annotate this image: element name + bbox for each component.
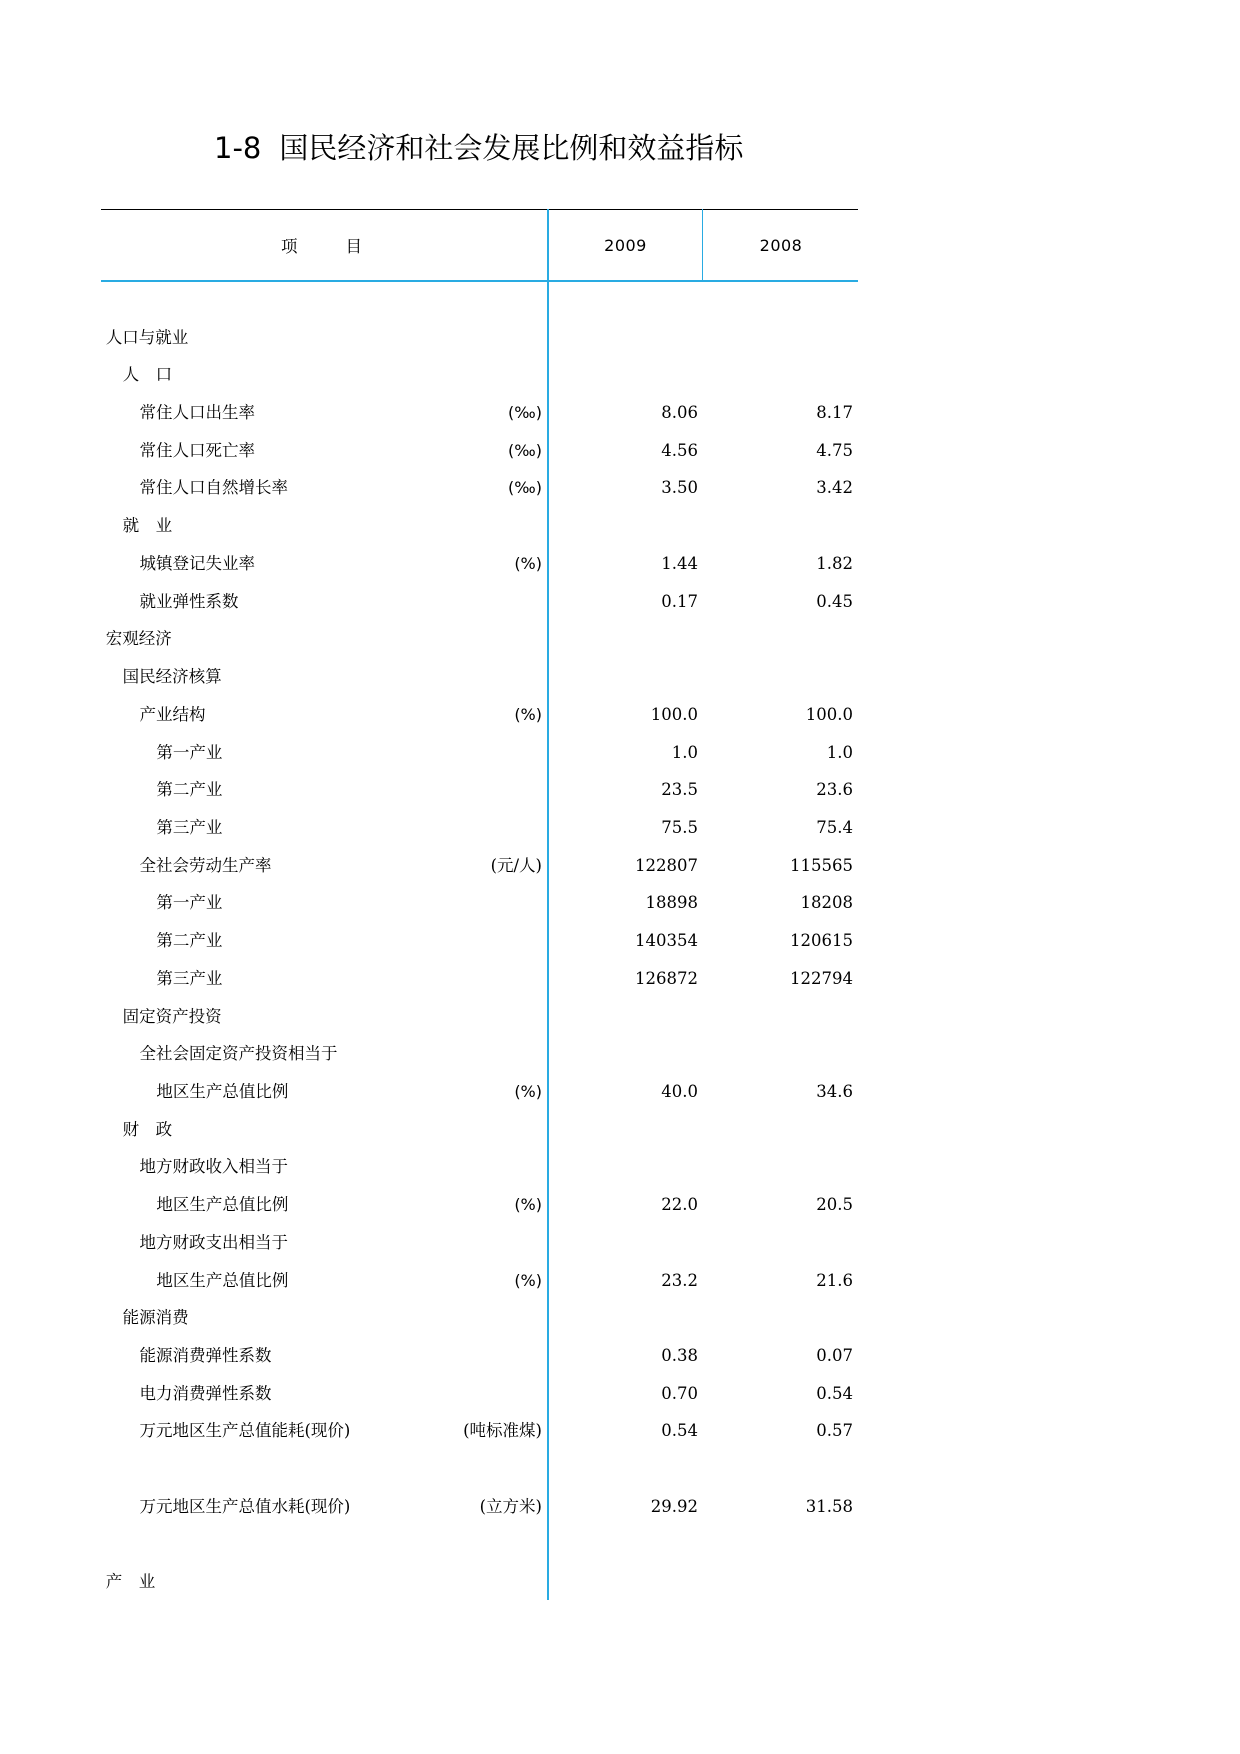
row-label: 万元地区生产总值能耗(现价) xyxy=(139,1421,351,1441)
subsection-heading xyxy=(0,658,1240,696)
value-2008: 4.75 xyxy=(816,440,853,460)
row-label: 地区生产总值比例 xyxy=(156,1081,289,1101)
value-2009: 140354 xyxy=(635,931,698,951)
table-row xyxy=(0,432,1240,470)
table-row xyxy=(0,1073,1240,1111)
table-row xyxy=(0,847,1240,885)
row-label: 城镇登记失业率 xyxy=(139,553,255,573)
row-unit: (吨标准煤) xyxy=(463,1421,542,1441)
section-heading xyxy=(0,1563,1240,1601)
value-2008: 3.42 xyxy=(816,478,853,498)
row-label: 就 业 xyxy=(122,516,173,536)
table-row xyxy=(0,922,1240,960)
row-label: 地区生产总值比例 xyxy=(156,1270,289,1290)
subsection-heading xyxy=(0,356,1240,394)
subsection-heading xyxy=(0,1111,1240,1149)
table-heading xyxy=(214,128,743,168)
table-row xyxy=(0,809,1240,847)
subsection-heading xyxy=(0,507,1240,545)
value-2009: 8.06 xyxy=(661,403,698,423)
row-label: 第三产业 xyxy=(156,817,223,837)
value-2009: 0.54 xyxy=(661,1421,698,1441)
value-2009: 29.92 xyxy=(650,1496,698,1516)
value-2008: 100.0 xyxy=(805,704,853,724)
value-2008: 34.6 xyxy=(816,1081,853,1101)
row-label: 能源消费 xyxy=(122,1308,189,1328)
section-heading xyxy=(0,319,1240,357)
value-2008: 120615 xyxy=(790,931,853,951)
value-2009: 0.70 xyxy=(661,1383,698,1403)
value-2008: 0.07 xyxy=(816,1346,853,1365)
value-2009: 18898 xyxy=(645,893,698,913)
row-unit: (%) xyxy=(514,1195,542,1215)
value-2008: 75.4 xyxy=(816,817,853,837)
table-row xyxy=(0,1337,1240,1375)
value-2009: 40.0 xyxy=(661,1081,698,1101)
value-2009: 122807 xyxy=(635,855,698,875)
value-2008: 31.58 xyxy=(805,1496,853,1516)
table-row xyxy=(0,771,1240,809)
table-row xyxy=(0,1375,1240,1413)
table-row xyxy=(0,1262,1240,1300)
table-row xyxy=(0,696,1240,734)
row-unit: (‰) xyxy=(508,478,542,498)
row-label: 万元地区生产总值水耗(现价) xyxy=(139,1496,351,1516)
table-row xyxy=(0,583,1240,621)
table-row xyxy=(0,1035,1240,1073)
table-body xyxy=(0,319,1240,1601)
row-label: 固定资产投资 xyxy=(122,1006,222,1026)
row-unit: (%) xyxy=(514,704,542,724)
value-2008: 20.5 xyxy=(816,1195,853,1215)
value-2009: 126872 xyxy=(635,968,698,988)
row-label: 宏观经济 xyxy=(105,629,172,649)
row-label: 第二产业 xyxy=(156,780,223,800)
value-2009: 23.5 xyxy=(661,780,698,800)
header-item-label: 项 目 xyxy=(281,237,367,256)
row-label: 地方财政收入相当于 xyxy=(139,1157,288,1177)
value-2008: 8.17 xyxy=(816,403,853,423)
table-number: 1-8 xyxy=(214,131,262,165)
value-2008: 0.45 xyxy=(816,591,853,611)
blank-row xyxy=(0,1526,1240,1564)
row-label: 财 政 xyxy=(122,1119,173,1139)
value-2008: 115565 xyxy=(790,855,853,875)
row-unit: (元/人) xyxy=(490,855,542,875)
value-2009: 23.2 xyxy=(661,1270,698,1290)
table-row xyxy=(0,1488,1240,1526)
value-2009: 1.44 xyxy=(661,553,698,573)
row-label: 第三产业 xyxy=(156,968,223,988)
table-row xyxy=(0,469,1240,507)
row-label: 地方财政支出相当于 xyxy=(139,1232,288,1252)
header-bottom-rule xyxy=(101,280,858,282)
row-label: 能源消费弹性系数 xyxy=(139,1346,272,1365)
row-unit: (‰) xyxy=(508,403,542,423)
value-2008: 122794 xyxy=(790,968,853,988)
row-unit: (‰) xyxy=(508,440,542,460)
value-2008: 21.6 xyxy=(816,1270,853,1290)
value-2009: 75.5 xyxy=(661,817,698,837)
row-label: 第一产业 xyxy=(156,893,223,913)
value-2009: 0.38 xyxy=(661,1346,698,1365)
row-unit: (%) xyxy=(514,1081,542,1101)
row-unit: (%) xyxy=(514,1270,542,1290)
subsection-heading xyxy=(0,998,1240,1036)
value-2009: 4.56 xyxy=(661,440,698,460)
header-year-2009: 2009 xyxy=(604,235,647,255)
row-label: 第一产业 xyxy=(156,742,223,762)
row-unit: (立方米) xyxy=(479,1496,542,1516)
table-row xyxy=(0,394,1240,432)
row-label: 常住人口出生率 xyxy=(139,403,255,423)
row-label: 国民经济核算 xyxy=(122,667,222,687)
row-label: 就业弹性系数 xyxy=(139,591,239,611)
value-2009: 3.50 xyxy=(661,478,698,498)
value-2009: 100.0 xyxy=(650,704,698,724)
table-row xyxy=(0,1148,1240,1186)
row-label: 产业结构 xyxy=(139,704,206,724)
table-row xyxy=(0,734,1240,772)
row-label: 电力消费弹性系数 xyxy=(139,1383,272,1403)
row-label: 第二产业 xyxy=(156,931,223,951)
row-label: 人 口 xyxy=(122,365,173,385)
row-label: 常住人口自然增长率 xyxy=(139,478,288,498)
row-label: 常住人口死亡率 xyxy=(139,440,255,460)
table-title: 国民经济和社会发展比例和效益指标 xyxy=(279,131,744,165)
value-2009: 1.0 xyxy=(671,742,698,762)
header-year-divider xyxy=(702,209,703,281)
row-label: 产 业 xyxy=(105,1572,156,1592)
value-2008: 1.82 xyxy=(816,553,853,573)
value-2009: 22.0 xyxy=(661,1195,698,1215)
table-row xyxy=(0,960,1240,998)
table-row xyxy=(0,1186,1240,1224)
subsection-heading xyxy=(0,1299,1240,1337)
table-row xyxy=(0,1224,1240,1262)
table-row xyxy=(0,545,1240,583)
row-label: 人口与就业 xyxy=(105,327,189,347)
value-2009: 0.17 xyxy=(661,591,698,611)
header-year-2008: 2008 xyxy=(759,235,803,255)
blank-row xyxy=(0,1450,1240,1488)
table-row xyxy=(0,884,1240,922)
row-unit: (%) xyxy=(514,553,542,573)
row-label: 全社会劳动生产率 xyxy=(139,855,272,875)
section-heading xyxy=(0,620,1240,658)
value-2008: 1.0 xyxy=(826,742,853,762)
value-2008: 23.6 xyxy=(816,780,853,800)
row-label: 全社会固定资产投资相当于 xyxy=(139,1044,338,1064)
value-2008: 18208 xyxy=(800,893,853,913)
row-label: 地区生产总值比例 xyxy=(156,1195,289,1215)
table-row xyxy=(0,1412,1240,1450)
value-2008: 0.57 xyxy=(816,1421,853,1441)
value-2008: 0.54 xyxy=(816,1383,853,1403)
